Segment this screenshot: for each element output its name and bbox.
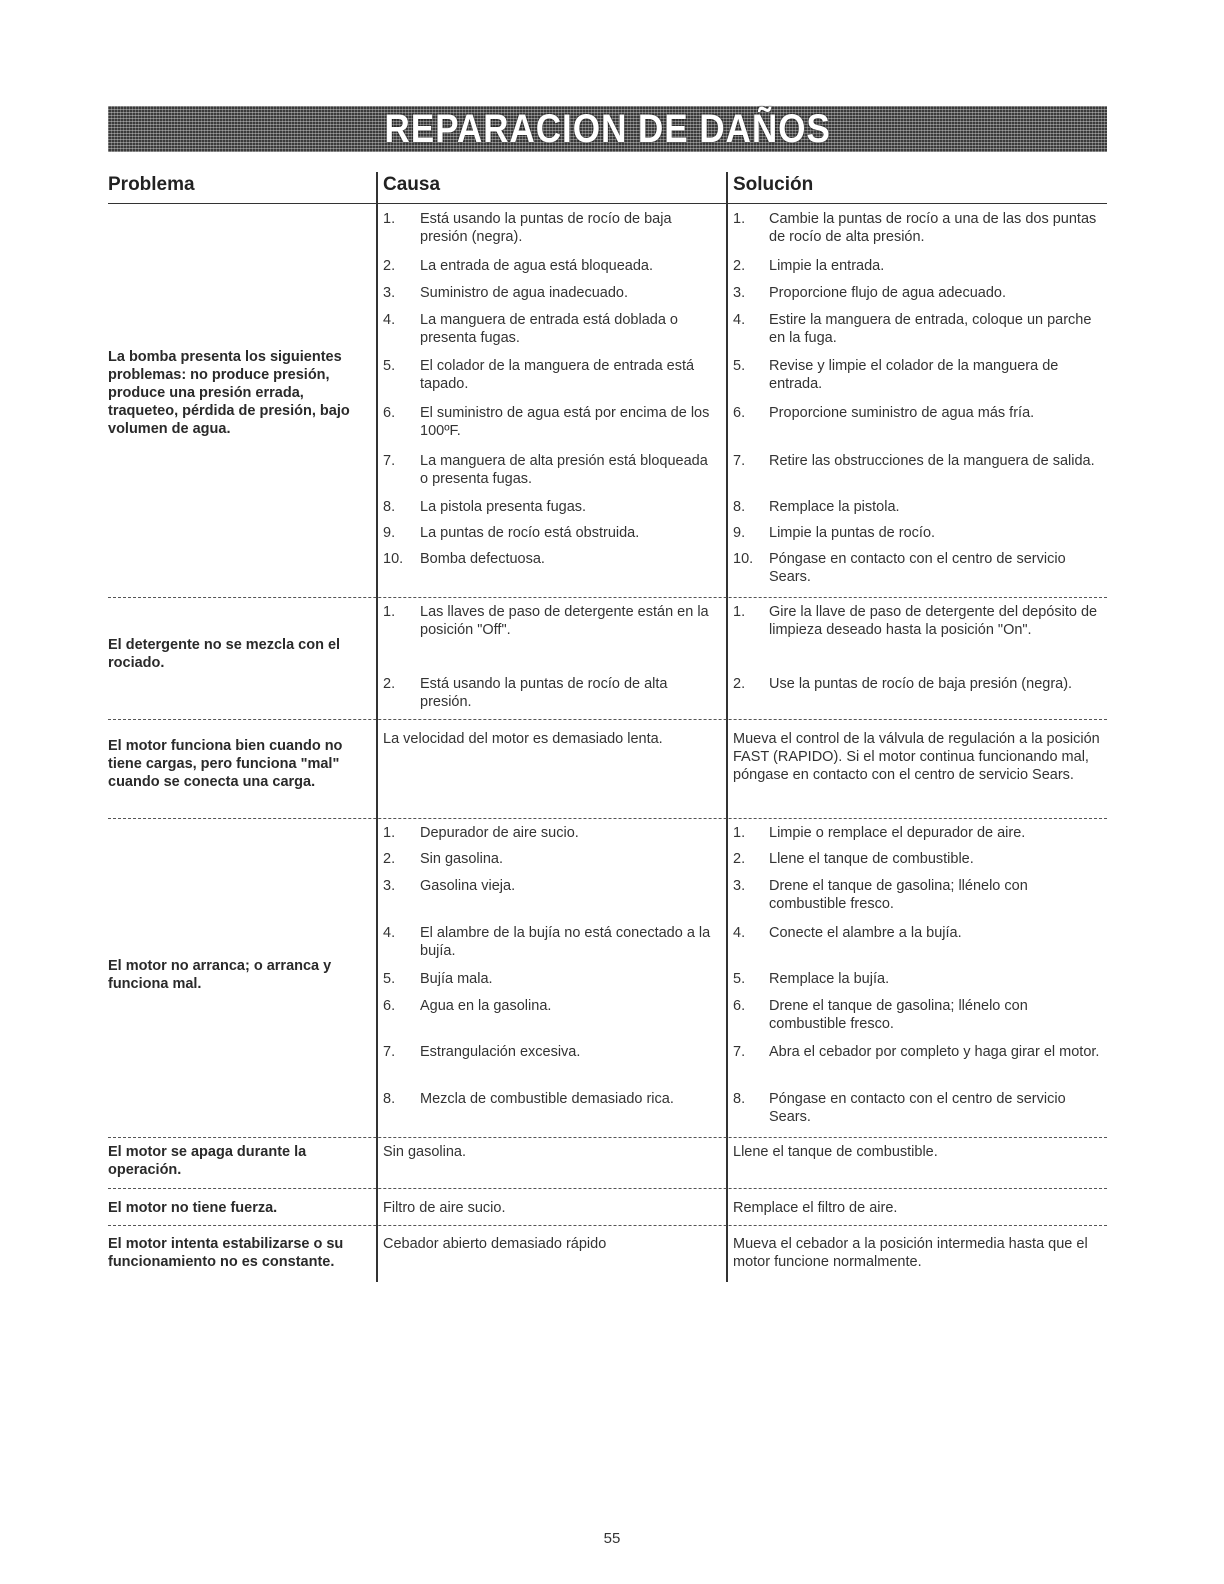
problem-motor-stops: El motor se apaga durante la operación. [108,1144,307,1178]
row-separator [108,818,1107,819]
cause-item: 7. Estrangulación excesiva. [383,1044,581,1060]
cause-text: Cebador abierto demasiado rápido [383,1236,607,1252]
solution-item: 5. Revise y limpie el colador de la manguera de entrada. [733,358,1059,392]
cause-item: 10. Bomba defectuosa. [383,551,545,567]
solution-item: 4. Estire la manguera de entrada, coloque un parche en la fuga. [733,312,1092,346]
solution-text: Remplace el filtro de aire. [733,1200,898,1216]
solution-item: 3. Drene el tanque de gasolina; llénelo con combustible fresco. [733,878,1028,912]
row-separator [108,1225,1107,1226]
cause-item: 2. La entrada de agua está bloqueada. [383,258,654,274]
cause-item: 1. Está usando la puntas de rocío de baja presión (negra). [383,211,672,245]
cause-item: 8. La pistola presenta fugas. [383,499,587,515]
cause-item: 5. El colador de la manguera de entrada está tapado. [383,358,695,392]
cause-item: 6. Agua en la gasolina. [383,998,552,1014]
cause-item: 3. Suministro de agua inadecuado. [383,285,628,301]
solution-item: 3. Proporcione flujo de agua adecuado. [733,285,1007,301]
solution-text: Mueva el control de la válvula de regulación a la posición FAST (RAPIDO). Si el motor continua funcionando mal, póngase en contacto con el centro de servicio Sears. [733,731,1100,783]
cause-item: 2. Está usando la puntas de rocío de alta presión. [383,676,668,710]
problem-detergent: El detergente no se mezcla con el rociado. [108,637,341,671]
header-cause: Causa [383,174,441,195]
solution-item: 9. Limpie la puntas de rocío. [733,525,936,541]
cause-item: 1. Las llaves de paso de detergente están en la posición "Off". [383,604,709,638]
solution-item: 8. Remplace la pistola. [733,499,900,515]
cause-item: 1. Depurador de aire sucio. [383,825,579,841]
row-separator [108,597,1107,598]
cause-item: 8. Mezcla de combustible demasiado rica. [383,1091,674,1107]
title-banner [108,106,1107,152]
solution-item: 6. Drene el tanque de gasolina; llénelo con combustible fresco. [733,998,1028,1032]
column-divider-cause [376,172,378,1282]
header-divider [108,203,1107,204]
solution-text: Llene el tanque de combustible. [733,1144,938,1160]
cause-item: 4. La manguera de entrada está doblada o presenta fugas. [383,312,678,346]
page-number: 55 [603,1530,621,1547]
cause-item: 3. Gasolina vieja. [383,878,516,894]
header-problem: Problema [108,174,195,195]
row-separator [108,719,1107,720]
cause-item: 2. Sin gasolina. [383,851,504,867]
solution-item: 4. Conecte el alambre a la bujía. [733,925,962,941]
cause-item: 9. La puntas de rocío está obstruida. [383,525,640,541]
cause-item: 7. La manguera de alta presión está bloqueada o presenta fugas. [383,453,708,487]
problem-motor-unstable: El motor intenta estabilizarse o su funcionamiento no es constante. [108,1236,344,1270]
cause-item: 5. Bujía mala. [383,971,493,987]
solution-item: 2. Llene el tanque de combustible. [733,851,974,867]
problem-motor-load: El motor funciona bien cuando no tiene cargas, pero funciona "mal" cuando se conecta una carga. [108,738,343,790]
problem-motor-start: El motor no arranca; o arranca y funciona mal. [108,958,332,992]
cause-text: La velocidad del motor es demasiado lenta. [383,731,663,747]
solution-item: 5. Remplace la bujía. [733,971,890,987]
header-solution: Solución [733,174,814,195]
solution-text: Mueva el cebador a la posición intermedia hasta que el motor funcione normalmente. [733,1236,1088,1270]
solution-item: 6. Proporcione suministro de agua más fría. [733,405,1035,421]
solution-item: 1. Cambie la puntas de rocío a una de las dos puntas de rocío de alta presión. [733,211,1097,245]
solution-item: 2. Use la puntas de rocío de baja presión (negra). [733,676,1073,692]
row-separator [108,1188,1107,1189]
solution-item: 8. Póngase en contacto con el centro de servicio Sears. [733,1091,1066,1125]
solution-item: 1. Limpie o remplace el depurador de aire. [733,825,1026,841]
solution-item: 1. Gire la llave de paso de detergente del depósito de limpieza deseado hasta la posición "On". [733,604,1098,638]
problem-pump: La bomba presenta los siguientes problemas: no produce presión, produce una presión errada, traqueteo, pérdida de presión, bajo volumen de agua. [108,349,350,437]
cause-text: Filtro de aire sucio. [383,1200,506,1216]
solution-item: 7. Retire las obstrucciones de la manguera de salida. [733,453,1095,469]
solution-item: 2. Limpie la entrada. [733,258,885,274]
cause-item: 6. El suministro de agua está por encima de los 100ºF. [383,405,710,439]
cause-text: Sin gasolina. [383,1144,467,1160]
row-separator [108,1137,1107,1138]
cause-item: 4. El alambre de la bujía no está conectado a la bujía. [383,925,711,959]
page-title: REPARACION DE DAÑOS [384,106,831,151]
problem-motor-power: El motor no tiene fuerza. [108,1200,278,1216]
solution-item: 10. Póngase en contacto con el centro de servicio Sears. [733,551,1066,585]
solution-item: 7. Abra el cebador por completo y haga girar el motor. [733,1044,1100,1060]
column-divider-solution [726,172,728,1282]
